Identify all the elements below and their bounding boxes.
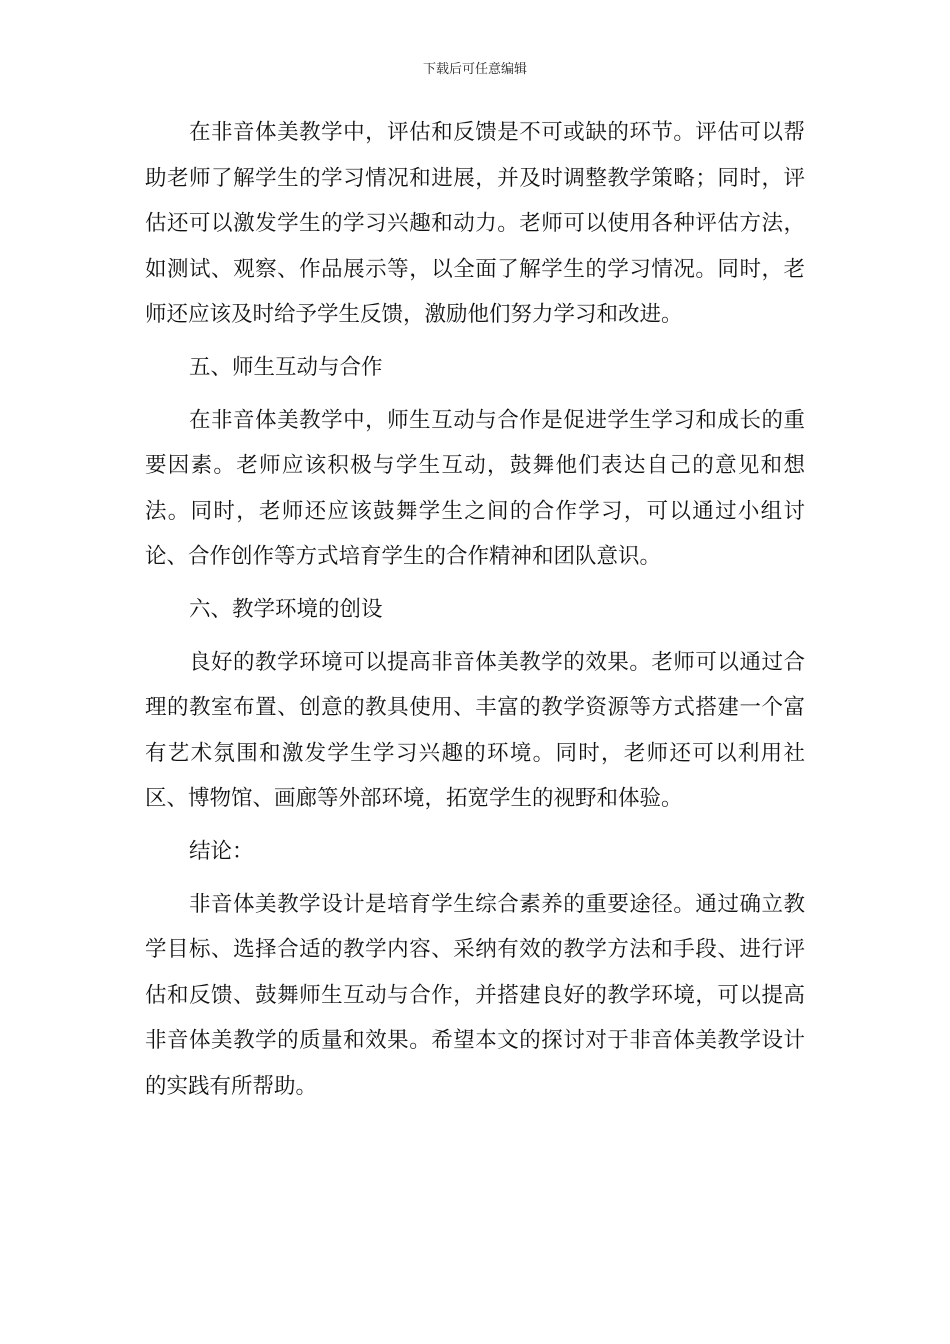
section-heading-environment: 六、教学环境的创设: [189, 596, 383, 622]
paragraph-interaction: 在非音体美教学中，师生互动与合作是促进学生学习和成长的重要因素。老师应该积极与学生互动，鼓舞他们表达自己的意见和想法。同时，老师还应该鼓舞学生之间的合作学习，可以通过小组讨论、合作创作等方式培育学生的合作精神和团队意识。: [145, 407, 805, 570]
paragraph-conclusion: 非音体美教学设计是培育学生综合素养的重要途径。通过确立教学目标、选择合适的教学内容、采纳有效的教学方法和手段、进行评估和反馈、鼓舞师生互动与合作，并搭建良好的教学环境，可以提高非音体美教学的质量和效果。希望本文的探讨对于非音体美教学设计的实践有所帮助。: [145, 891, 805, 1099]
section-heading-conclusion: 结论：: [189, 838, 254, 864]
page-header: 下载后可任意编辑: [422, 62, 527, 77]
paragraph-environment: 良好的教学环境可以提高非音体美教学的效果。老师可以通过合理的教室布置、创意的教具使用、丰富的教学资源等方式搭建一个富有艺术氛围和激发学生学习兴趣的环境。同时，老师还可以利用社区、博物馆、画廊等外部环境，拓宽学生的视野和体验。: [145, 649, 805, 812]
document-body: [145, 110, 805, 1109]
paragraph-evaluation: 在非音体美教学中，评估和反馈是不可或缺的环节。评估可以帮助老师了解学生的学习情况和进展，并及时调整教学策略；同时，评估还可以激发学生的学习兴趣和动力。老师可以使用各种评估方法，如测试、观察、作品展示等，以全面了解学生的学习情况。同时，老师还应该及时给予学生反馈，激励他们努力学习和改进。: [145, 120, 805, 328]
section-heading-interaction: 五、师生互动与合作: [189, 354, 383, 380]
